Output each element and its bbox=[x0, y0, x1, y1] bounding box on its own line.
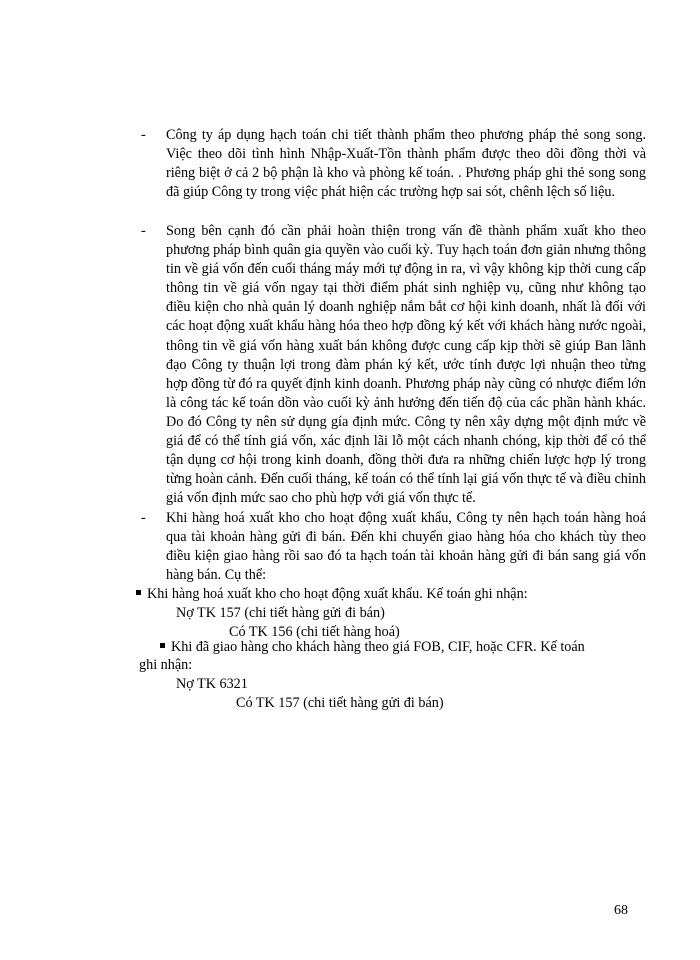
paragraph-text: Công ty áp dụng hạch toán chi tiết thành phẩm theo phương pháp thẻ song song. Việc theo dõi tình hình Nhập-Xuất-Tồn thành phẩm được theo dõi đồng thời và riêng biệt ở cả 2 bộ phận là kho và phòng kế toán. . Phương pháp ghi thẻ song song đã giúp Công ty trong việc phát hiện các trường hợp sai sót, chênh lệch số liệu. bbox=[166, 127, 646, 201]
square-bullet-icon bbox=[136, 590, 141, 595]
journal-debit: Nợ TK 157 (chi tiết hàng gửi đi bán) bbox=[176, 605, 385, 621]
journal-credit: Có TK 157 (chi tiết hàng gửi đi bán) bbox=[236, 695, 444, 711]
bullet-item bbox=[160, 638, 585, 657]
square-bullet-icon bbox=[160, 643, 165, 648]
list-item bbox=[141, 509, 646, 585]
list-item bbox=[141, 126, 646, 202]
paragraph-text: Song bên cạnh đó cần phải hoàn thiện trong vấn đề thành phẩm xuất kho theo phương pháp bình quân gia quyền vào cuối kỳ. Tuy hạch toán đơn giản nhưng thông tin về giá vốn đến cuối tháng máy mới tự động in ra, vì vậy không kịp thời cung cấp thông tin về giá vốn ngay tại thời điểm phát sinh nghiệp vụ, cũng như không tạo điều kiện cho nhà quản lý doanh nghiệp nắm bắt cơ hội kinh doanh, nhất là đối với các hoạt động xuất khẩu hàng hóa theo hợp đồng ký kết với khách hàng nước ngoài, thông tin về giá vốn hàng xuất bán không được cung cấp kịp thời sẽ giúp Ban lãnh đạo Công ty thuận lợi trong đàm phán ký kết, ước tính được lợi nhuận theo từng hợp đồng từ đó ra quyết định kinh doanh. Phương pháp này cũng có nhược điểm lớn là công tác kế toán dồn vào cuối kỳ ảnh hưởng đến tiến độ của các phần hành khác. Do đó Công ty nên sử dụng gía định mức. Công ty nên xây dựng một định mức về giá để có thể tính giá vốn, xác định lãi lỗ một cách nhanh chóng, kịp thời để có thể tận dụng cơ hội trong kinh doanh, đồng thời đưa ra những chiến lược hợp lý trong từng hoàn cảnh. Đến cuối tháng, kế toán có thể tính lại giá vốn thực tế và điều chỉnh giá vốn định mức sao cho phù hợp với giá vốn thực tế. bbox=[166, 223, 646, 507]
dash-marker: - bbox=[141, 127, 146, 143]
dash-marker: - bbox=[141, 510, 146, 526]
bullet-text: Khi đã giao hàng cho khách hàng theo giá FOB, CIF, hoặc CFR. Kế toán bbox=[171, 639, 585, 655]
page-number: 68 bbox=[614, 903, 628, 918]
journal-debit: Nợ TK 6321 bbox=[176, 676, 248, 692]
bullet-text-continued: ghi nhận: bbox=[139, 657, 193, 673]
bullet-text: Khi hàng hoá xuất kho cho hoạt động xuất khẩu. Kế toán ghi nhận: bbox=[147, 586, 528, 602]
list-item bbox=[141, 222, 646, 508]
bullet-item bbox=[136, 585, 528, 604]
journal-credit: Có TK 156 (chi tiết hàng hoá) bbox=[229, 624, 400, 640]
dash-marker: - bbox=[141, 223, 146, 239]
paragraph-text: Khi hàng hoá xuất kho cho hoạt động xuất khẩu, Công ty nên hạch toán hàng hoá qua tài khoản hàng gửi đi bán. Đến khi chuyển giao hàng hóa cho khách tùy theo điều kiện giao hàng rồi sao đó ta hạch toán tài khoản hàng gửi đi bán sang giá vốn hàng bán. Cụ thể: bbox=[166, 510, 646, 584]
